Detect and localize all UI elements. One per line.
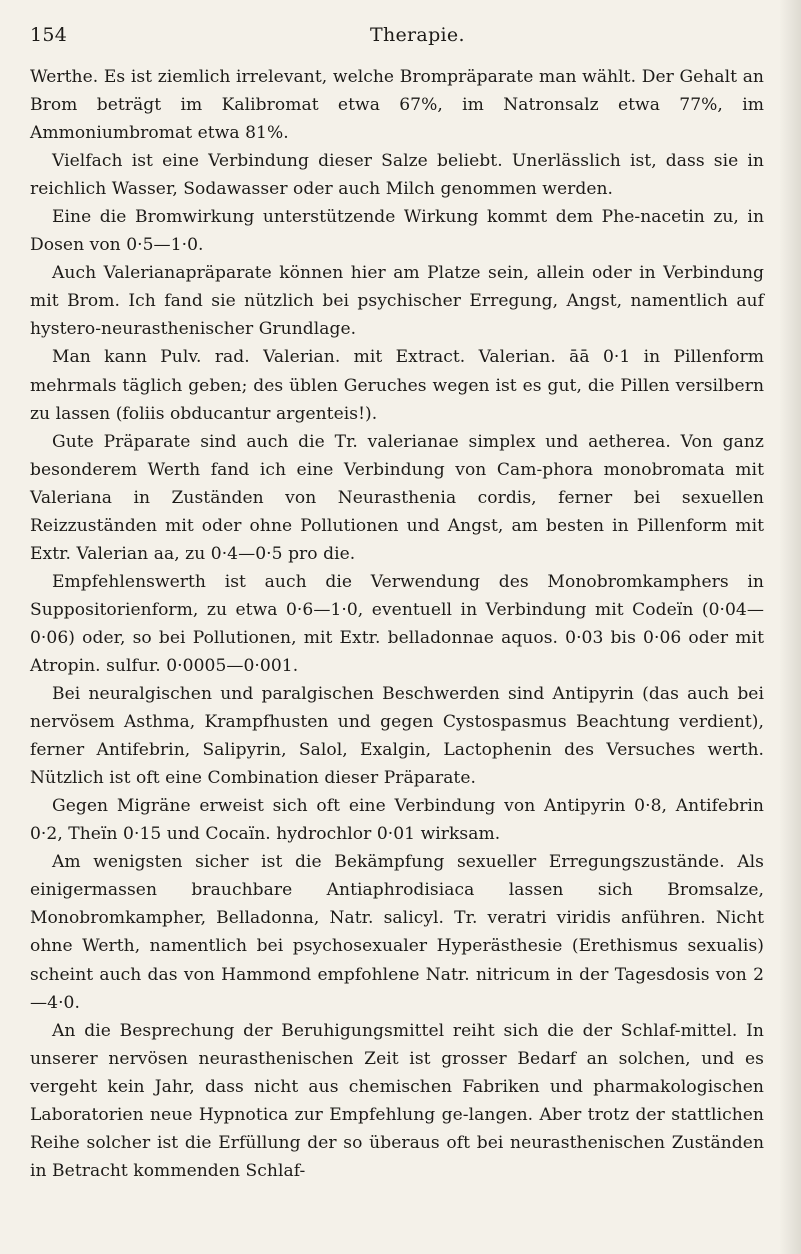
- paragraph: Werthe. Es ist ziemlich irrelevant, welche Brompräparate man wählt. Der Gehalt an Brom beträgt im Kalibromat etwa 67%, im Natronsalz etwa 77%, im Ammoniumbromat etwa 81%.: [30, 67, 764, 144]
- paragraph: Bei neuralgischen und paralgischen Beschwerden sind Antipyrin (das auch bei nervösem Asthma, Krampfhusten und gegen Cystospasmus Beachtung verdient), ferner Antifebrin, Salipyrin, Salol, Exalgin, Lactophenin des Versuches werth. Nützlich ist oft eine Combination dieser Präparate.: [30, 684, 764, 789]
- page-header: [30, 16, 761, 52]
- paragraph: Empfehlenswerth ist auch die Verwendung des Monobromkamphers in Suppositorienform, zu etwa 0·6—1·0, eventuell in Verbindung mit Codeïn (0·04—0·06) oder, so bei Pollutionen, mit Extr. belladonnae aquos. 0·03 bis 0·06 oder mit Atropin. sulfur. 0·0005—0·001.: [30, 571, 764, 676]
- paragraph: Am wenigsten sicher ist die Bekämpfung sexueller Erregungszustände. Als einigermassen brauchbare Antiaphrodisiaca lassen sich Bromsalze, Monobromkampher, Belladonna, Natr. salicyl. Tr. veratri viridis anführen. Nicht ohne Werth, namentlich bei psychosexualer Hyperästhesie (Erethismus sexualis) scheint auch das von Hammond empfohlene Natr. nitricum in der Tagesdosis von 2—4·0.: [30, 852, 764, 1013]
- page-number: 154: [30, 24, 68, 46]
- running-title: Therapie.: [370, 24, 465, 46]
- paragraph: Auch Valerianapräparate können hier am Platze sein, allein oder in Verbindung mit Brom. Ich fand sie nützlich bei psychischer Erregung, Angst, namentlich auf hystero-neurasthenischer Grundlage.: [30, 263, 764, 340]
- paragraph: Gute Präparate sind auch die Tr. valerianae simplex und aetherea. Von ganz besonderem Werth fand ich eine Verbindung von Cam-phora monobromata mit Valeriana in Zuständen von Neurasthenia cordis, ferner bei sexuellen Reizzuständen mit oder ohne Pollutionen und Angst, am besten in Pillenform mit Extr. Valerian aa, zu 0·4—0·5 pro die.: [30, 431, 764, 564]
- paragraph: Gegen Migräne erweist sich oft eine Verbindung von Antipyrin 0·8, Antifebrin 0·2, Theïn 0·15 und Cocaïn. hydrochlor 0·01 wirksam.: [30, 796, 764, 845]
- page-edge-shadow: [779, 0, 801, 1254]
- paragraph: Vielfach ist eine Verbindung dieser Salze beliebt. Unerlässlich ist, dass sie in reichlich Wasser, Sodawasser oder auch Milch genommen werden.: [30, 151, 764, 200]
- paragraph: Eine die Bromwirkung unterstützende Wirkung kommt dem Phe-nacetin zu, in Dosen von 0·5—1·0.: [30, 207, 764, 256]
- paragraph: Man kann Pulv. rad. Valerian. mit Extract. Valerian. āā 0·1 in Pillenform mehrmals täglich geben; des üblen Geruches wegen ist es gut, die Pillen versilbern zu lassen (foliis obducantur argenteis!).: [30, 347, 764, 424]
- body-text: [30, 63, 764, 1185]
- paragraph: An die Besprechung der Beruhigungsmittel reiht sich die der Schlaf-mittel. In unserer nervösen neurasthenischen Zeit ist grosser Bedarf an solchen, und es vergeht kein Jahr, dass nicht aus chemischen Fabriken und pharmakologischen Laboratorien neue Hypnotica zur Empfehlung ge-langen. Aber trotz der stattlichen Reihe solcher ist die Erfüllung der so überaus oft bei neurasthenischen Zuständen in Betracht kommenden Schlaf-: [30, 1020, 764, 1181]
